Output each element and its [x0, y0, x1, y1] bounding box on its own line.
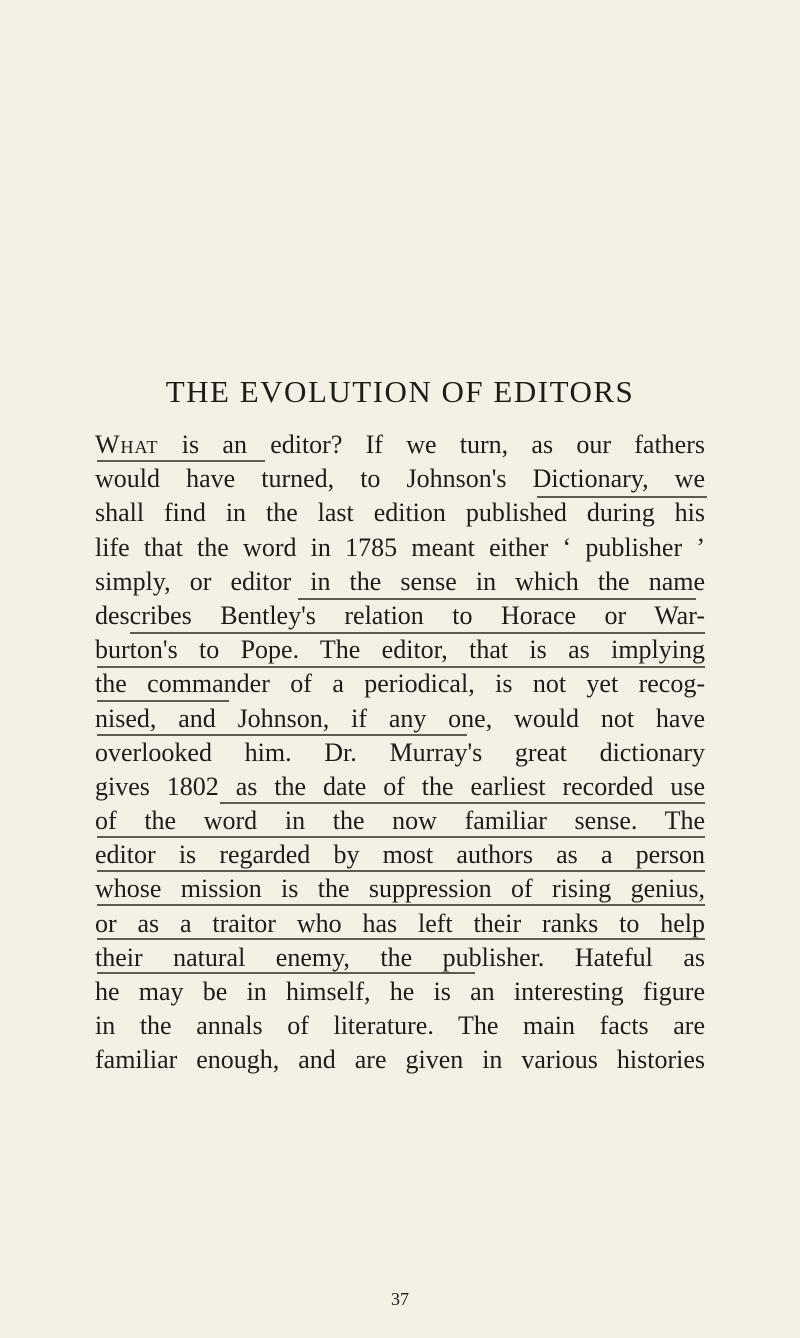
text-line: the commander of a periodical, is not yet recog- — [95, 669, 705, 699]
text-line: their natural enemy, the publisher. Hateful as — [95, 942, 705, 972]
pencil-underline — [130, 632, 705, 634]
pencil-underline — [97, 700, 229, 702]
text-line-content: is an editor? If we turn, as our fathers — [158, 430, 705, 459]
text-line — [95, 428, 705, 462]
text-line: or as a traitor who has left their ranks to help — [95, 908, 705, 938]
text-line: editor is regarded by most authors as a person — [95, 840, 705, 870]
text-line: he may be in himself, he is an interesting figure — [95, 977, 705, 1006]
pencil-underline — [97, 904, 705, 906]
text-line: simply, or editor in the sense in which the name — [95, 566, 705, 596]
pencil-underline — [97, 734, 467, 736]
text-line: nised, and Johnson, if any one, would not have — [95, 703, 705, 733]
pencil-underline — [97, 938, 705, 940]
pencil-underline — [537, 496, 707, 498]
text-line: familiar enough, and are given in various histories — [95, 1045, 705, 1075]
page-number: 37 — [391, 1289, 409, 1309]
page-title: THE EVOLUTION OF EDITORS — [165, 374, 635, 409]
pencil-underline — [97, 972, 475, 974]
text-line: describes Bentley's relation to Horace or War- — [95, 600, 705, 630]
text-line: of the word in the now familiar sense. The — [95, 806, 705, 836]
pencil-underline — [97, 836, 705, 838]
text-line: life that the word in 1785 meant either ‘ publisher ’ — [95, 532, 705, 562]
text-line: gives 1802 as the date of the earliest recorded use — [95, 771, 705, 801]
pencil-underline — [298, 598, 696, 600]
text-line: whose mission is the suppression of rising genius, — [95, 874, 705, 904]
pencil-underline — [97, 666, 705, 668]
opening-word: What — [95, 430, 159, 459]
text-line: overlooked him. Dr. Murray's great dictionary — [95, 737, 705, 767]
text-line: shall find in the last edition published during his — [95, 498, 705, 528]
pencil-underline — [220, 802, 705, 804]
text-line: burton's to Pope. The editor, that is as implying — [95, 635, 705, 665]
body-text — [95, 428, 705, 1078]
pencil-underline — [97, 460, 265, 462]
text-line: would have turned, to Johnson's Dictionary, we — [95, 464, 705, 494]
pencil-underline — [97, 870, 705, 872]
text-line: in the annals of literature. The main facts are — [95, 1011, 705, 1041]
